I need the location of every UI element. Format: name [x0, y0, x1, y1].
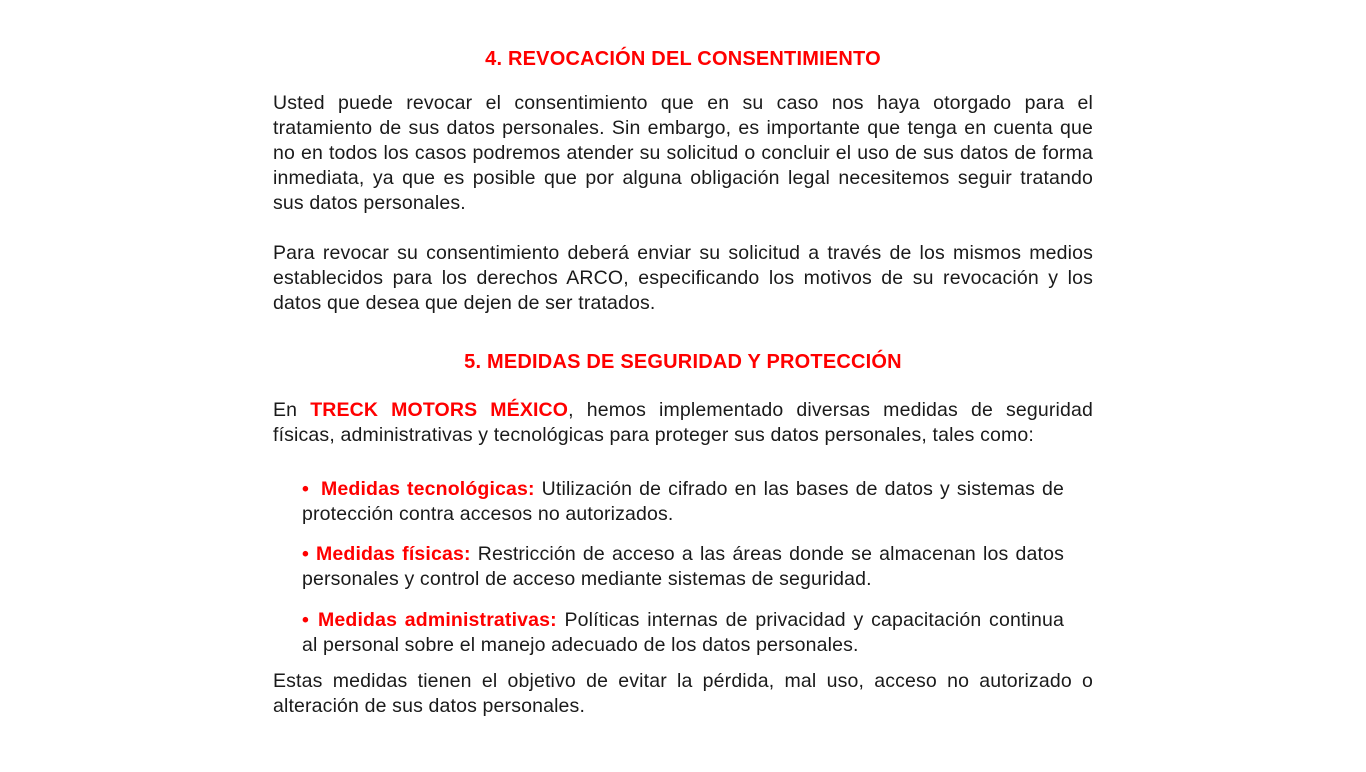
measure-text-technological: Utilización de cifrado en las bases de datos y sistemas de protección contra accesos no autorizados.: [302, 478, 1064, 525]
section-5-title: 5. MEDIDAS DE SEGURIDAD Y PROTECCIÓN: [464, 351, 902, 373]
measure-title-physical: Medidas físicas:: [316, 543, 471, 565]
section-4-paragraph-1: Usted puede revocar el consentimiento que en su caso nos haya otorgado para el tratamiento de sus datos personales. Sin embargo, es importante que tenga en cuenta que no en todos los casos podremos atender su solicitud o concluir el uso de sus datos de forma inmediata, ya que es posible que por alguna obligación legal necesitemos seguir tratando sus datos personales.: [273, 92, 1093, 214]
measure-item-administrative: [302, 608, 1064, 658]
bullet-icon: •: [302, 609, 309, 631]
section-5-closing: Estas medidas tienen el objetivo de evitar la pérdida, mal uso, acceso no autorizado o alteración de sus datos personales.: [273, 670, 1093, 717]
section-4-title: 4. REVOCACIÓN DEL CONSENTIMIENTO: [485, 48, 881, 70]
measure-text-administrative: Políticas internas de privacidad y capacitación continua al personal sobre el manejo adecuado de los datos personales.: [302, 609, 1064, 656]
security-measures-list: [273, 477, 1064, 658]
section-5-intro: [273, 398, 1093, 448]
bullet-icon: •: [302, 543, 309, 565]
measure-item-technological: [302, 477, 1064, 527]
section-4-paragraph-2: Para revocar su consentimiento deberá enviar su solicitud a través de los mismos medios establecidos para los derechos ARCO, especificando los motivos de su revocación y los datos que desea que dejen de ser tratados.: [273, 242, 1093, 314]
document-content: [273, 46, 1093, 719]
measure-text-physical: Restricción de acceso a las áreas donde se almacenan los datos personales y control de acceso mediante sistemas de seguridad.: [302, 543, 1064, 590]
measure-item-physical: [302, 542, 1064, 592]
bullet-icon: •: [302, 478, 309, 500]
measure-title-administrative: Medidas administrativas:: [318, 609, 557, 631]
measure-title-technological: Medidas tecnológicas:: [321, 478, 535, 500]
intro-suffix: , hemos implementado diversas medidas de seguridad físicas, administrativas y tecnológicas para proteger sus datos personales, tales como:: [273, 399, 1093, 446]
company-name: TRECK MOTORS MÉXICO: [310, 399, 569, 421]
intro-prefix: En: [273, 399, 298, 421]
